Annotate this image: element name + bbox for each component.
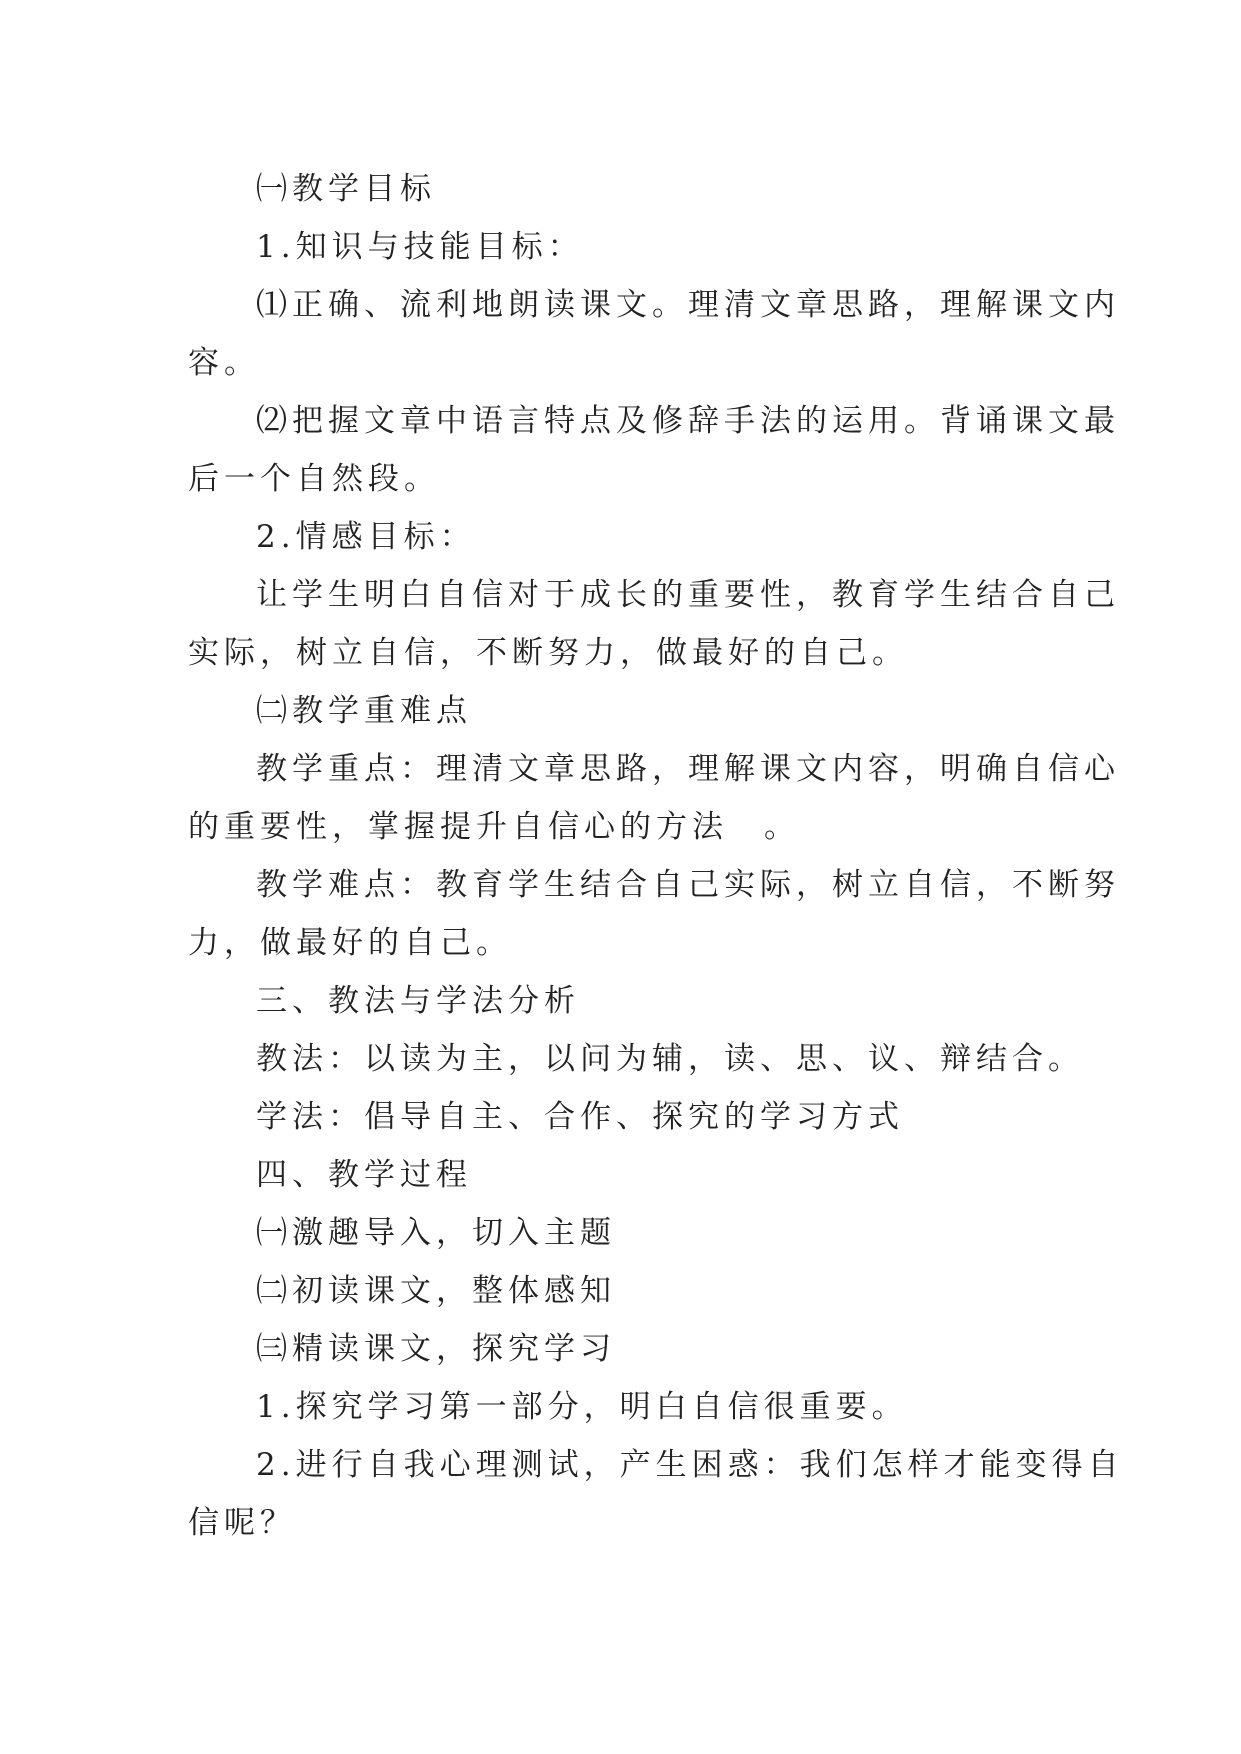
paragraph-emotional-line-1: 让学生明白自信对于成长的重要性，教育学生结合自己 (256, 577, 1120, 613)
paragraph-goal-1-line-1: ⑴正确、流利地朗读课文。理清文章思路，理解课文内 (256, 287, 1120, 323)
paragraph-key-points-line-1: 教学重点：理清文章思路，理解课文内容，明确自信心 (256, 751, 1120, 787)
paragraph-difficult-points-line-1: 教学难点：教育学生结合自己实际，树立自信，不断努 (256, 867, 1120, 903)
paragraph-learning-method: 学法：倡导自主、合作、探究的学习方式 (256, 1099, 904, 1135)
paragraph-goal-2-line-2: 后一个自然段。 (188, 461, 440, 497)
process-step-1: ㈠激趣导入，切入主题 (256, 1215, 616, 1251)
paragraph-emotional-line-2: 实际，树立自信，不断努力，做最好的自己。 (188, 635, 908, 671)
paragraph-key-points-line-2: 的重要性，掌握提升自信心的方法 。 (188, 809, 800, 845)
paragraph-difficult-points-line-2: 力，做最好的自己。 (188, 925, 512, 961)
process-substep-2-line-1: 2.进行自我心理测试，产生困惑：我们怎样才能变得自 (256, 1447, 1124, 1483)
subheading-knowledge-skills: 1.知识与技能目标： (256, 229, 584, 265)
section-heading-teaching-goals: ㈠教学目标 (256, 171, 436, 207)
section-heading-key-difficult-points: ㈡教学重难点 (256, 693, 472, 729)
section-heading-methods: 三、教法与学法分析 (256, 983, 580, 1019)
paragraph-goal-2-line-1: ⑵把握文章中语言特点及修辞手法的运用。背诵课文最 (256, 403, 1120, 439)
process-step-2: ㈡初读课文，整体感知 (256, 1273, 616, 1309)
section-heading-teaching-process: 四、教学过程 (256, 1157, 472, 1193)
document-body (188, 160, 1124, 1552)
paragraph-teaching-method: 教法：以读为主，以问为辅，读、思、议、辩结合。 (256, 1041, 1084, 1077)
process-substep-1: 1.探究学习第一部分，明白自信很重要。 (256, 1389, 908, 1425)
process-step-3: ㈢精读课文，探究学习 (256, 1331, 616, 1367)
process-substep-2-line-2: 信呢？ (188, 1505, 296, 1541)
subheading-emotional-goals: 2.情感目标： (256, 519, 476, 555)
paragraph-goal-1-line-2: 容。 (188, 345, 260, 381)
